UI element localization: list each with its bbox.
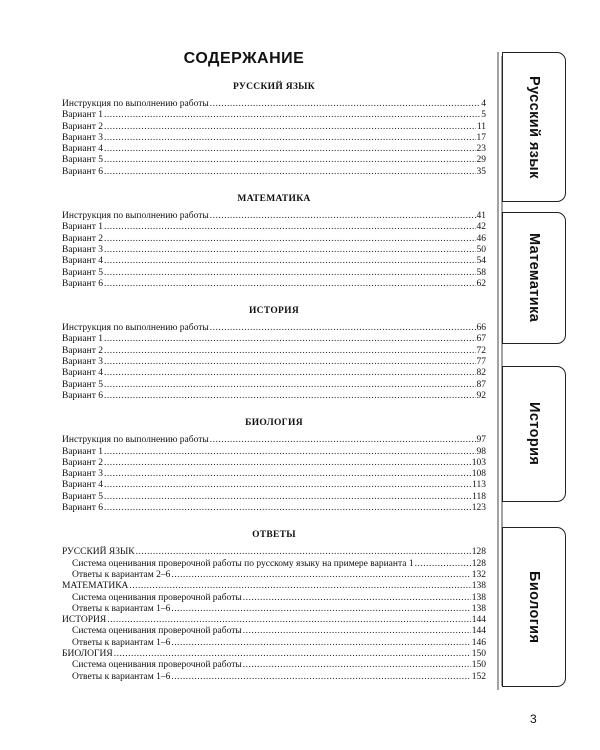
toc-leader-dots (210, 211, 476, 222)
toc-entry-page: 42 (476, 222, 486, 233)
toc-entry[interactable] (62, 110, 486, 121)
toc-leader-dots (104, 380, 476, 391)
toc-leader-dots (104, 122, 476, 133)
toc-entry[interactable] (62, 133, 486, 144)
toc-entry-label: Вариант 3 (62, 244, 103, 255)
toc-entry-page: 128 (471, 547, 486, 558)
toc-entry-label: Ответы к вариантам 1–6 (72, 603, 171, 614)
toc-entry-page: 113 (472, 480, 486, 491)
toc-entry-page: 132 (471, 569, 486, 580)
toc-entry[interactable] (62, 649, 486, 660)
toc-entry-page: 138 (471, 581, 486, 592)
page-number: 3 (530, 712, 537, 726)
tab-math[interactable] (502, 212, 566, 344)
toc-entry[interactable] (62, 581, 486, 592)
tab-russian[interactable] (502, 52, 566, 202)
toc-section (62, 192, 486, 290)
toc-entry[interactable] (62, 469, 486, 480)
toc-entry[interactable] (62, 268, 486, 279)
toc-entry-label: РУССКИЙ ЯЗЫК (62, 547, 135, 558)
toc-leader-dots (210, 435, 476, 446)
toc-entry-label: Вариант 1 (62, 222, 103, 233)
toc-entry[interactable] (62, 480, 486, 491)
toc-entry-page: 82 (476, 368, 486, 379)
toc-entry[interactable] (62, 391, 486, 402)
toc-entry-page: 118 (472, 491, 486, 502)
toc-entry-label: Инструкция по выполнению работы (62, 323, 209, 334)
toc-entry[interactable] (62, 155, 486, 166)
toc-entry-page: 54 (476, 256, 486, 267)
toc-entry[interactable] (62, 672, 486, 683)
toc-entry-page: 144 (471, 626, 486, 637)
toc-entry-label: Вариант 2 (62, 457, 103, 468)
toc-entry-page: 146 (471, 637, 486, 648)
toc-entry-label: МАТЕМАТИКА (62, 581, 129, 592)
toc-leader-dots (104, 447, 476, 458)
toc-entry[interactable] (62, 492, 486, 503)
toc-leader-dots (129, 581, 470, 592)
toc-entry-page: 35 (476, 166, 486, 177)
toc-entry-page: 150 (471, 648, 486, 659)
toc-entry-page: 87 (476, 379, 486, 390)
toc-leader-dots (104, 503, 471, 514)
tab-biology[interactable] (502, 527, 566, 687)
toc-entry[interactable] (62, 458, 486, 469)
toc-leader-dots (171, 570, 470, 581)
toc-entry[interactable] (62, 323, 486, 334)
toc-entry-page: 128 (471, 558, 486, 569)
toc-section (62, 528, 486, 683)
toc-leader-dots (104, 155, 476, 166)
toc-entry-label: Вариант 6 (62, 503, 103, 514)
toc-entry[interactable] (62, 245, 486, 256)
toc-entry-page: 23 (476, 144, 486, 155)
toc-leader-dots (114, 649, 471, 660)
toc-leader-dots (136, 547, 471, 558)
toc-entry[interactable] (62, 435, 486, 446)
toc-entry[interactable] (62, 380, 486, 391)
toc-leader-dots (104, 279, 476, 290)
toc-leader-dots (210, 99, 480, 110)
toc-leader-dots (243, 626, 471, 637)
toc-entry-page: 150 (471, 660, 486, 671)
toc-leader-dots (104, 256, 476, 267)
toc-leader-dots (104, 133, 476, 144)
toc-section (62, 416, 486, 514)
toc-entry[interactable] (62, 99, 486, 110)
toc-entry-page: 103 (471, 457, 486, 468)
toc-leader-dots (243, 593, 471, 604)
toc-entry-label: Система оценивания проверочной работы (72, 626, 242, 637)
toc-entry-label: Инструкция по выполнению работы (62, 211, 209, 222)
toc-leader-dots (104, 110, 480, 121)
toc-entry-label: Вариант 1 (62, 110, 103, 121)
toc-entry-label: Вариант 6 (62, 166, 103, 177)
toc-leader-dots (104, 222, 476, 233)
toc-section (62, 80, 486, 178)
toc-entry-label: Вариант 2 (62, 345, 103, 356)
toc-entry-page: 29 (476, 155, 486, 166)
toc-entry[interactable] (62, 144, 486, 155)
toc-entry-label: БИОЛОГИЯ (62, 648, 113, 659)
toc-entry-page: 152 (471, 671, 486, 682)
toc-entry-label: Ответы к вариантам 1–6 (72, 671, 171, 682)
toc-entry-label: Система оценивания проверочной работы (72, 592, 242, 603)
toc-leader-dots (104, 268, 476, 279)
tab-russian-label: Русский язык (526, 75, 542, 179)
toc-leader-dots (104, 346, 476, 357)
toc-entry-page: 62 (476, 278, 486, 289)
toc-entry[interactable] (62, 256, 486, 267)
section-tabs (494, 52, 594, 690)
toc-entry-label: Вариант 5 (62, 491, 103, 502)
toc-entry-page: 46 (476, 233, 486, 244)
toc-entry[interactable] (62, 447, 486, 458)
toc-leader-dots (171, 604, 470, 615)
tab-biology-label: Биология (526, 570, 542, 644)
toc-entry-label: Система оценивания проверочной работы по русскому языку на примере варианта 1 (72, 558, 414, 569)
toc-entry-page: 5 (481, 110, 486, 121)
toc-entry-label: Вариант 4 (62, 480, 103, 491)
toc-entry-label: Вариант 6 (62, 278, 103, 289)
toc-entry[interactable] (62, 615, 486, 626)
toc-entry-page: 123 (471, 503, 486, 514)
toc-leader-dots (104, 492, 471, 503)
toc-entry[interactable] (62, 503, 486, 514)
toc-entry[interactable] (62, 547, 486, 558)
toc-entry-label: Вариант 3 (62, 357, 103, 368)
toc-entry[interactable] (62, 660, 486, 671)
toc-entry-label: Вариант 2 (62, 233, 103, 244)
toc-leader-dots (243, 660, 471, 671)
toc-entry[interactable] (62, 570, 486, 581)
toc-entry-label: Инструкция по выполнению работы (62, 99, 209, 109)
toc-entry[interactable] (62, 368, 486, 379)
toc-leader-dots (104, 469, 471, 480)
toc-entry-page: 138 (471, 603, 486, 614)
toc-entry[interactable] (62, 279, 486, 290)
toc-entry-label: Вариант 4 (62, 256, 103, 267)
toc-leader-dots (171, 638, 470, 649)
toc-leader-dots (210, 323, 476, 334)
toc-entry-label: Вариант 3 (62, 132, 103, 143)
toc-entry-label: Ответы к вариантам 1–6 (72, 637, 171, 648)
toc-entry[interactable] (62, 626, 486, 637)
toc-entry-label: Ответы к вариантам 2–6 (72, 569, 171, 580)
toc-entry[interactable] (62, 122, 486, 133)
toc-entry-page: 41 (476, 211, 486, 222)
toc-entry-page: 108 (471, 469, 486, 480)
toc-leader-dots (171, 672, 470, 683)
toc-entry-page: 72 (476, 345, 486, 356)
toc-entry-label: Вариант 5 (62, 155, 103, 166)
toc-entry[interactable] (62, 222, 486, 233)
toc-entry-page: 98 (476, 446, 486, 457)
toc-entry-label: Вариант 5 (62, 379, 103, 390)
toc-leader-dots (104, 368, 476, 379)
toc-leader-dots (415, 559, 471, 570)
toc-entry-page: 144 (471, 615, 486, 626)
toc-entry-page: 58 (476, 267, 486, 278)
toc-entry[interactable] (62, 167, 486, 178)
toc-entry[interactable] (62, 593, 486, 604)
toc-entry-page: 77 (476, 357, 486, 368)
toc-entry-label: ИСТОРИЯ (62, 615, 107, 626)
toc-entry-label: Вариант 4 (62, 144, 103, 155)
toc-entry[interactable] (62, 357, 486, 368)
toc-entry[interactable] (62, 346, 486, 357)
toc-entry[interactable] (62, 559, 486, 570)
toc-entry[interactable] (62, 211, 486, 222)
toc-section (62, 304, 486, 402)
toc-entry-label: Вариант 5 (62, 267, 103, 278)
toc-leader-dots (104, 334, 476, 345)
toc-entry[interactable] (62, 234, 486, 245)
toc-entry-page: 4 (481, 99, 486, 109)
toc-leader-dots (104, 480, 471, 491)
toc-entry-page: 67 (476, 334, 486, 345)
toc-entry-page: 92 (476, 390, 486, 401)
section-title: ИСТОРИЯ (248, 306, 299, 317)
toc-entry-label: Вариант 3 (62, 469, 103, 480)
toc-entry-page: 17 (476, 132, 486, 143)
toc-entry-label: Система оценивания проверочной работы (72, 660, 242, 671)
section-title: ОТВЕТЫ (252, 530, 296, 541)
toc-entry-label: Вариант 1 (62, 446, 103, 457)
toc-entry-page: 97 (476, 435, 486, 446)
toc-leader-dots (104, 234, 476, 245)
toc-entry[interactable] (62, 638, 486, 649)
section-title: МАТЕМАТИКА (237, 194, 311, 205)
toc-entry-page: 138 (471, 592, 486, 603)
section-title: БИОЛОГИЯ (245, 418, 303, 429)
toc-entry-label: Вариант 4 (62, 368, 103, 379)
section-title: РУССКИЙ ЯЗЫК (233, 82, 315, 92)
toc-entry-page: 66 (476, 323, 486, 334)
toc-entry-label: Инструкция по выполнению работы (62, 435, 209, 446)
toc-entry-page: 11 (476, 121, 486, 132)
toc-entry-label: Вариант 2 (62, 121, 103, 132)
toc-leader-dots (104, 391, 476, 402)
table-of-contents (62, 80, 486, 697)
tab-history-label: История (526, 402, 542, 466)
toc-leader-dots (107, 615, 471, 626)
toc-entry-label: Вариант 1 (62, 334, 103, 345)
toc-entry[interactable] (62, 334, 486, 345)
toc-leader-dots (104, 245, 476, 256)
toc-leader-dots (104, 144, 476, 155)
toc-leader-dots (104, 167, 476, 178)
toc-leader-dots (104, 357, 476, 368)
tab-math-label: Математика (526, 233, 542, 323)
toc-entry[interactable] (62, 604, 486, 615)
page-title: СОДЕРЖАНИЕ (183, 50, 305, 67)
toc-entry-label: Вариант 6 (62, 390, 103, 401)
toc-leader-dots (104, 458, 471, 469)
toc-entry-page: 50 (476, 244, 486, 255)
tab-history[interactable] (502, 366, 566, 502)
